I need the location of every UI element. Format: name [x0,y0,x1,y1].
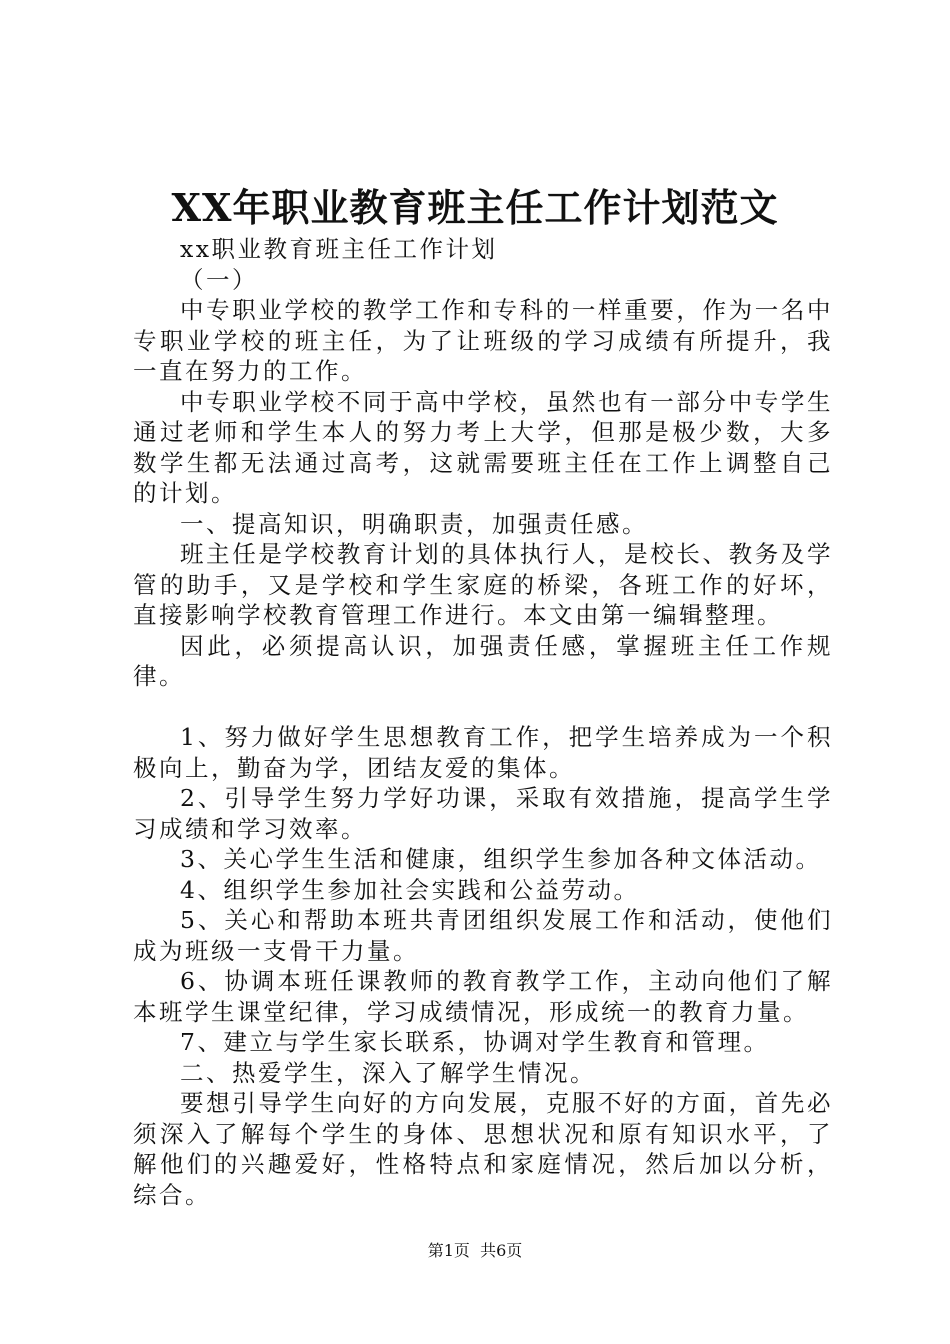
paragraph: 中专职业学校不同于高中学校，虽然也有一部分中专学生通过老师和学生本人的努力考上大学，但那是极少数，大多数学生都无法通过高考，这就需要班主任在工作上调整自己的计划。 [133,387,833,507]
paragraph: 中专职业学校的教学工作和专科的一样重要，作为一名中专职业学校的班主任，为了让班级的学习成绩有所提升，我一直在努力的工作。 [133,296,833,385]
list-item: 1、努力做好学生思想教育工作，把学生培养成为一个积极向上，勤奋为学，团结友爱的集体。 [133,723,833,782]
list-item: 2、引导学生努力学好功课，采取有效措施，提高学生学习成绩和学习效率。 [133,784,833,843]
section-heading: 一、提高知识，明确职责，加强责任感。 [180,509,648,538]
list-item: 5、关心和帮助本班共青团组织发展工作和活动，使他们成为班级一支骨干力量。 [133,906,833,965]
page-footer: 第1页 共6页 [427,1241,523,1260]
plan-subtitle: xx职业教育班主任工作计划 [180,235,498,263]
blank-line [133,692,833,723]
list-item: 4、组织学生参加社会实践和公益劳动。 [180,875,640,904]
paragraph: 要想引导学生向好的方向发展，克服不好的方面，首先必须深入了解每个学生的身体、思想状况和原有知识水平，了解他们的兴趣爱好，性格特点和家庭情况，然后加以分析，综合。 [133,1089,833,1209]
section-marker: （一） [180,265,258,294]
section-heading: 二、热爱学生，深入了解学生情况。 [180,1058,596,1087]
list-item: 6、协调本班任课教师的教育教学工作，主动向他们了解本班学生课堂纪律，学习成绩情况，形成统一的教育力量。 [133,967,833,1026]
list-item: 3、关心学生生活和健康，组织学生参加各种文体活动。 [180,845,822,873]
document-title: XX年职业教育班主任工作计划范文 [171,185,779,230]
paragraph: 因此，必须提高认识，加强责任感，掌握班主任工作规律。 [133,631,833,690]
list-item: 7、建立与学生家长联系，协调对学生教育和管理。 [180,1028,770,1056]
document-body [133,234,833,1210]
paragraph: 班主任是学校教育计划的具体执行人，是校长、教务及学管的助手，又是学校和学生家庭的桥梁，各班工作的好坏，直接影响学校教育管理工作进行。本文由第一编辑整理。 [133,540,833,629]
